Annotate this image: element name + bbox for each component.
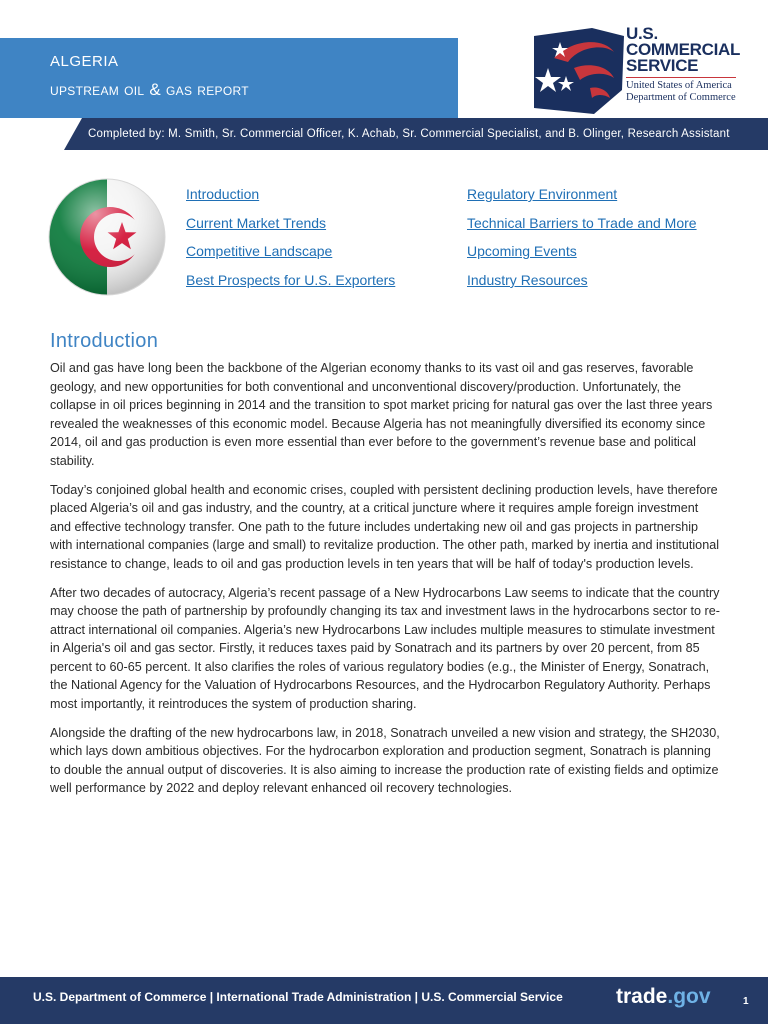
toc-link-industry-resources[interactable]: Industry Resources: [467, 272, 588, 288]
toc-link-current-market-trends[interactable]: Current Market Trends: [186, 215, 327, 231]
toc-link-upcoming-events[interactable]: Upcoming Events: [467, 243, 577, 259]
footer-agency-text: U.S. Department of Commerce | International Trade Administration | U.S. Commercial Service: [33, 990, 563, 1004]
title-band: [0, 38, 458, 118]
byline-bar: Completed by: M. Smith, Sr. Commercial Officer, K. Achab, Sr. Commercial Specialist, and B. Olinger, Research Assistant: [64, 118, 768, 150]
commercial-service-emblem-icon: [534, 28, 624, 114]
byline-corner: [64, 118, 82, 150]
algeria-flag-icon: [48, 178, 166, 296]
body-paragraph: Alongside the drafting of the new hydrocarbons law, in 2018, Sonatrach unveiled a new vision and strategy, the SH2030, which lays down ambitious objectives. For the hydrocarbon exploration and production segment, Sonatrach is planning to double the annual output of discoveries. It is also aiming to increase the production rate of existing fields and optimize well performance by 2022 and deploy relevant enhanced oil recovery technologies.: [50, 725, 720, 796]
logo-wordmark: U.S. COMMERCIAL SERVICE: [626, 24, 741, 75]
report-subtitle: upstream oil & gas report: [50, 80, 249, 99]
toc-link-regulatory-environment[interactable]: Regulatory Environment: [467, 186, 618, 202]
section-heading-introduction: Introduction: [50, 330, 159, 352]
report-title: algeria: [50, 46, 119, 71]
trade-gov-logo: trade.gov: [616, 985, 711, 1008]
body-paragraph: Today’s conjoined global health and economic crises, coupled with persistent declining production levels, have therefore placed Algeria’s oil and gas industry, and the country, at a critical juncture where it requires ample foreign investment and effective technology transfer. One path to the future includes undertaking new oil and gas projects in partnership with international companies (large and small) to revitalize production. The other path, marked by inertia and institutional resistance to change, leads to oil and gas production levels in ten years that will be half of today's production levels.: [50, 482, 719, 571]
body-paragraph: Oil and gas have long been the backbone of the Algerian economy thanks to its vast oil and gas reserves, favorable geology, and new opportunities for both conventional and unconventional discovery/production. Unfortunately, the collapse in oil prices beginning in 2014 and the transition to spot market pricing for natural gas over the last three years revealed the weaknesses of this economic model. Because Algeria has not meaningfully diversified its economy since 2014, oil and gas production is even more essential than ever before to the government’s revenue base and political stability.: [50, 361, 713, 468]
toc-link-technical-barriers[interactable]: Technical Barriers to Trade and More: [467, 215, 697, 231]
logo-department: United States of America Department of Commerce: [626, 80, 736, 103]
toc-link-best-prospects[interactable]: Best Prospects for U.S. Exporters: [186, 272, 396, 288]
toc-link-competitive-landscape[interactable]: Competitive Landscape: [186, 243, 333, 259]
logo-divider: [626, 77, 736, 78]
page-footer: [0, 977, 768, 1024]
page-number: 1: [743, 996, 749, 1007]
body-paragraph: After two decades of autocracy, Algeria’s recent passage of a New Hydrocarbons Law seems to indicate that the country may choose the path of partnership by profoundly changing its tax and investment laws in the hydrocarbons sector to re-attract international oil companies. Algeria’s new Hydrocarbons Law includes multiple measures to stimulate investment in Algeria's oil and gas sector. Firstly, it reduces taxes paid by Sonatrach and its partners by over 20 percent, from 85 percent to 60-65 percent. It also clarifies the roles of various regulatory bodies (e.g., the Minister of Energy, Sonatrach, the National Agency for the Valuation of Hydrocarbons Resources, and the Hydrocarbon Regulatory Authority. Perhaps most importantly, it reintroduces the system of production sharing.: [50, 585, 720, 711]
toc-link-introduction[interactable]: Introduction: [186, 186, 260, 202]
introduction-body: [50, 359, 720, 808]
us-commercial-service-logo: [534, 24, 744, 120]
